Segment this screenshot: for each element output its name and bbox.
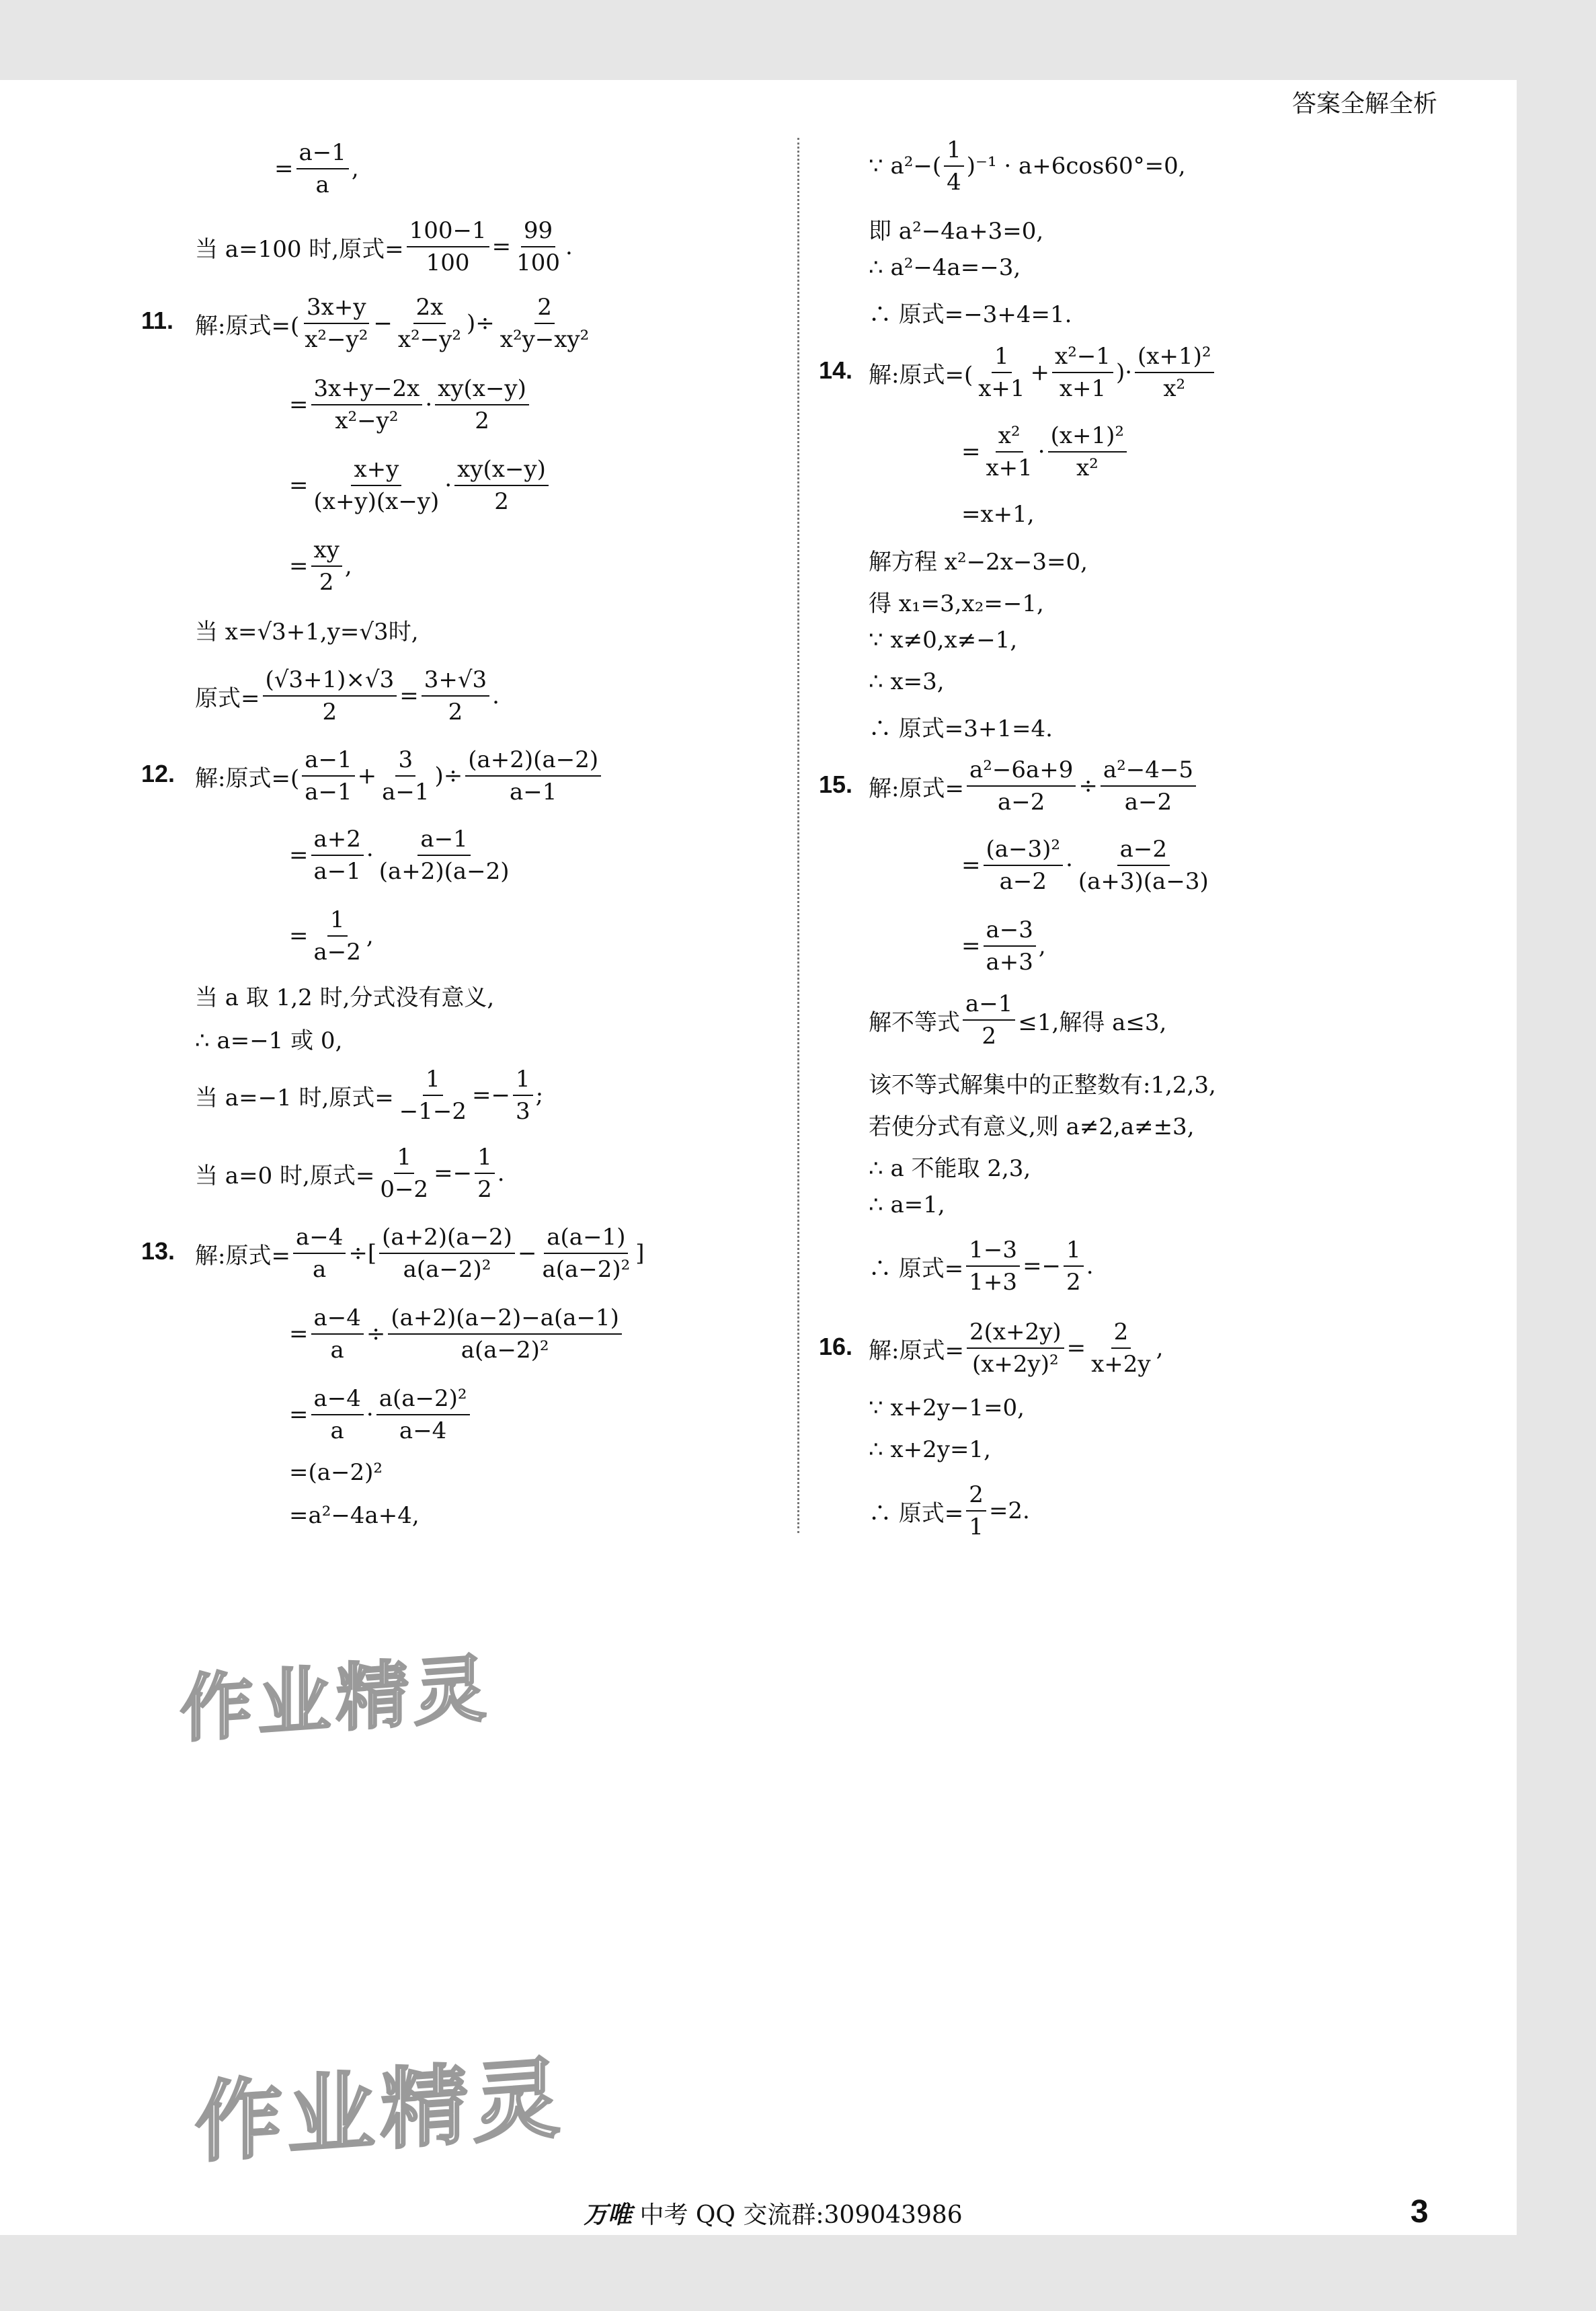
- p11-line-5: 当 x=√3+1,y=√3时,: [195, 619, 419, 645]
- header-title: 答案全解全析: [1292, 90, 1438, 118]
- p16-line-1: 解:原式= $\frac{2(x+2y)}{\text{(x+2y)²}}$ = $\frac{2}{x+2y}$ ,: [869, 1317, 1163, 1380]
- p15-line-8: ∴ a=1,: [869, 1191, 945, 1218]
- p11-line-1: 解:原式=( $\frac{3x+y}{\text{x²−y²}}$ − $\frac{2x}{\text{x²−y²}}$ )÷ $\frac{2}{\text{x²y−xy²}}$: [195, 292, 594, 355]
- problem-15-number: 15.: [819, 771, 853, 798]
- problem-16-number: 16.: [819, 1333, 853, 1360]
- p14-line-4: 解方程 x²−2x−3=0,: [869, 549, 1088, 576]
- p13-line-5: =a²−4a+4,: [289, 1502, 420, 1529]
- problem-11-number: 11.: [141, 307, 174, 334]
- watermark-2: 作业精灵: [195, 2046, 567, 2175]
- p15-line-7: ∴ a 不能取 2,3,: [869, 1155, 1031, 1182]
- watermark-1: 作业精灵: [180, 1646, 493, 1753]
- page-number: 3: [1410, 2194, 1429, 2230]
- left-line-1: = $\frac{a-1}{a}$ ,: [274, 137, 359, 200]
- p13-line-2: = $\frac{a-4}{a}$ ÷ $\frac{(a+2)(a-2)-a(a-1)}{\text{a(a−2)²}}$: [289, 1302, 625, 1366]
- p12-line-7: 当 a=0 时,原式= $\frac{1}{0-2}$ =− $\frac{1}{2}$ .: [195, 1142, 505, 1205]
- p15-line-4: 解不等式 $\frac{a-1}{2}$ ≤1,解得 a≤3,: [869, 988, 1166, 1052]
- problem-13-number: 13.: [141, 1237, 175, 1265]
- p12-line-1: 解:原式=( $\frac{a-1}{a-1}$ + $\frac{3}{a-1}$ )÷ $\frac{(a+2)(a-2)}{a-1}$: [195, 744, 604, 808]
- p15-line-5: 该不等式解集中的正整数有:1,2,3,: [869, 1072, 1216, 1099]
- p12-line-6: 当 a=−1 时,原式= $\frac{1}{-1-2}$ =− $\frac{1}{3}$ ;: [195, 1064, 543, 1127]
- right-line-3: ∴ a²−4a=−3,: [869, 254, 1021, 281]
- right-line-4: ∴ 原式=−3+4=1.: [869, 301, 1072, 328]
- footer-brand: 万唯: [584, 2201, 633, 2229]
- p12-line-5: ∴ a=−1 或 0,: [195, 1027, 343, 1054]
- right-line-1: ∵ a²−( $\frac{1}{4}$ )⁻¹ · a+6cos60°=0,: [869, 134, 1186, 198]
- p13-line-1: 解:原式= $\frac{a-4}{a}$ ÷[ $\frac{(a+2)(a-2)}{\text{a(a−2)²}}$ − $\frac{a(a-1)}{\text{a(a−2)²}}$ ]: [195, 1222, 645, 1285]
- p15-line-2: = $\frac{\text{(a−3)²}}{a-2}$ · $\frac{a-2}{(a+3)(a-3)}$: [961, 834, 1214, 897]
- p12-line-2: = $\frac{a+2}{a-1}$ · $\frac{a-1}{(a+2)(a-2)}$: [289, 824, 515, 887]
- p16-line-2: ∵ x+2y−1=0,: [869, 1395, 1025, 1421]
- problem-12-number: 12.: [141, 760, 175, 787]
- column-divider: [797, 138, 799, 1533]
- footer-text: 中考 QQ 交流群:309043986: [639, 2201, 963, 2229]
- p12-line-4: 当 a 取 1,2 时,分式没有意义,: [195, 984, 495, 1011]
- p11-line-2: = $\frac{3x+y-2x}{\text{x²−y²}}$ · $\frac{xy(x-y)}{2}$: [289, 373, 532, 436]
- p12-line-3: = $\frac{1}{a-2}$ ,: [289, 904, 374, 968]
- p15-line-9: ∴ 原式= $\frac{1-3}{1+3}$ =− $\frac{1}{2}$ .: [869, 1235, 1094, 1298]
- p14-line-8: ∴ 原式=3+1=4.: [869, 715, 1053, 742]
- p11-line-4: = $\frac{xy}{2}$ ,: [289, 535, 352, 598]
- right-line-2: 即 a²−4a+3=0,: [869, 218, 1044, 245]
- p13-line-4: =(a−2)²: [289, 1459, 383, 1486]
- problem-14-number: 14.: [819, 356, 853, 384]
- p14-line-3: =x+1,: [961, 501, 1035, 528]
- footer-line: [584, 2196, 963, 2230]
- p15-line-6: 若使分式有意义,则 a≠2,a≠±3,: [869, 1113, 1195, 1140]
- p15-line-1: 解:原式= $\frac{\text{a²−6a+9}}{a-2}$ ÷ $\frac{\text{a²−4−5}}{a-2}$: [869, 754, 1199, 818]
- p11-line-6: 原式= $\frac{(√3+1)\times√3}{2}$ = $\frac{3+√3}{2}$ .: [195, 664, 500, 728]
- p15-line-3: = $\frac{a-3}{a+3}$ ,: [961, 914, 1046, 978]
- left-line-2: 当 a=100 时,原式= $\frac{100-1}{100}$ = $\frac{99}{100}$ .: [195, 215, 573, 278]
- p16-line-4: ∴ 原式= $\frac{2}{1}$ =2.: [869, 1479, 1030, 1542]
- p16-line-3: ∴ x+2y=1,: [869, 1436, 991, 1463]
- p14-line-6: ∵ x≠0,x≠−1,: [869, 627, 1018, 654]
- p14-line-7: ∴ x=3,: [869, 668, 945, 695]
- p11-line-3: = $\frac{x+y}{(x+y)(x-y)}$ · $\frac{xy(x-y)}{2}$: [289, 454, 551, 517]
- p14-line-5: 得 x₁=3,x₂=−1,: [869, 590, 1044, 617]
- p14-line-1: 解:原式=( $\frac{1}{x+1}$ + $\frac{\text{x²−1}}{x+1}$ )· $\frac{\text{(x+1)²}}{\text{x²}}$: [869, 341, 1217, 404]
- p13-line-3: = $\frac{a-4}{a}$ · $\frac{\text{a(a−2)²}}{a-4}$: [289, 1383, 473, 1446]
- p14-line-2: = $\frac{\text{x²}}{x+1}$ · $\frac{\text{(x+1)²}}{\text{x²}}$: [961, 420, 1129, 483]
